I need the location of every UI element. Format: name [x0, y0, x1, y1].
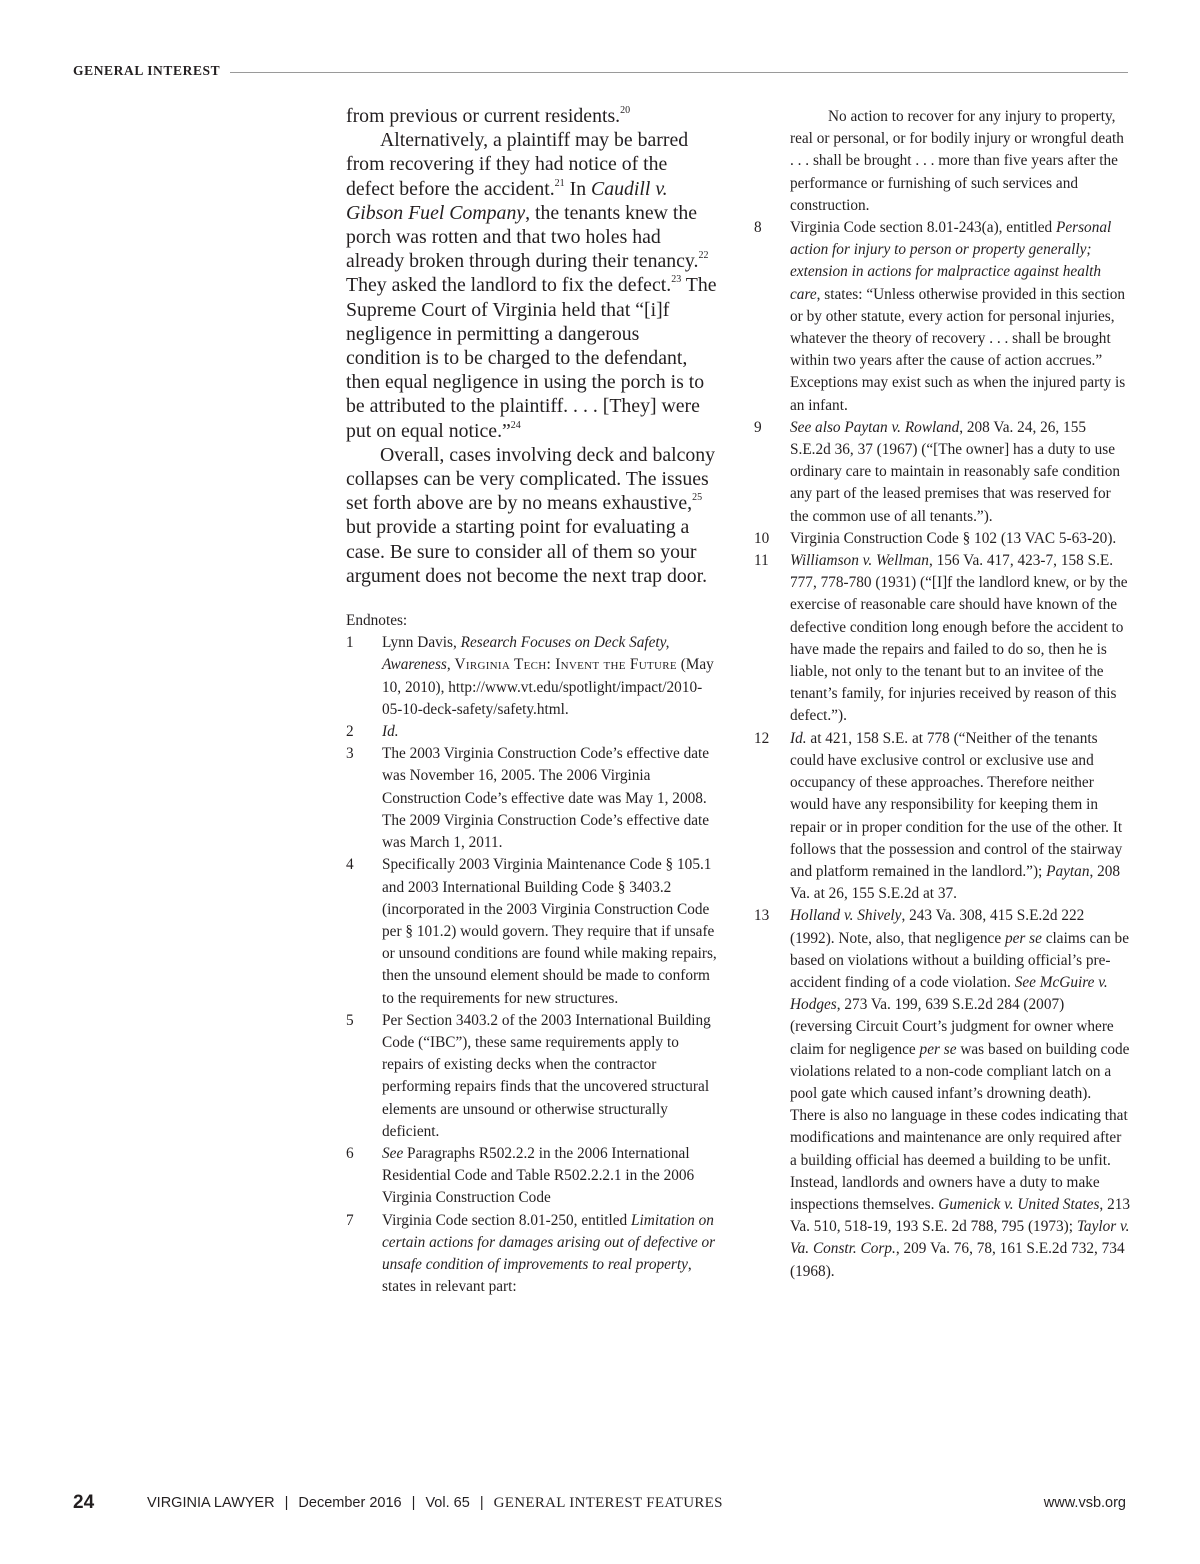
footnote-ref[interactable]: 20 — [620, 105, 631, 116]
footnote-ref[interactable]: 22 — [698, 250, 709, 262]
page-number: 24 — [73, 1492, 95, 1513]
case-name: Caudill v. Gibson Fuel Company — [346, 177, 668, 224]
endnotes-heading: Endnotes: — [346, 612, 408, 630]
endnotes-list-right — [754, 217, 1130, 1283]
endnote-8: 8 Virginia Code section 8.01-243(a), entitled Personal action for injury to person or property generally; extension in actions for malpractice against health care, states: “Unless otherwise provided in this section or by other statute, every action for personal injuries, whatever the theory of recovery . . . shall be brought within two years after the cause of action accrues.” Exceptions may exist such as when the injured party is an infant. — [754, 219, 1126, 414]
endnote-2: 2 Id. — [346, 723, 399, 741]
issue-date: December 2016 — [298, 1495, 402, 1511]
publication-name: VIRGINIA LAWYER — [147, 1495, 275, 1511]
endnotes-column-right — [754, 106, 1130, 1283]
separator: | — [411, 1495, 416, 1511]
main-article-column — [346, 104, 718, 1298]
header-rule — [230, 72, 1128, 73]
endnote-4: 4 Specifically 2003 Virginia Maintenance Code § 105.1 and 2003 International Building Code § 3403.2 (incorporated in the 2003 Virginia Construction Code per § 101.2) would govern. They require that if unsafe or unsound conditions are found while making repairs, then the unsound element should be made to conform to the requirements for new structures. — [346, 856, 717, 1007]
footer-section-label: GENERAL INTEREST FEATURES — [493, 1495, 723, 1511]
endnote-url[interactable]: (May 10, 2010), http://www.vt.edu/spotlight/impact/2010-05-10-deck-safety/safety.html. — [382, 656, 714, 718]
endnotes-list-left — [346, 632, 718, 1298]
endnote-5: 5 Per Section 3403.2 of the 2003 International Building Code (“IBC”), these same requirements apply to repairs of existing decks when the contractor performing repairs finds that the uncovered structural elements are unsound or otherwise structurally deficient. — [346, 1011, 711, 1140]
paragraph-1: from previous or current residents.$^{20}$ — [346, 105, 631, 127]
endnote-11: 11 Williamson v. Wellman, 156 Va. 417, 423-7, 158 S.E. 777, 778-780 (1931) (“[I]f the landlord knew, or by the exercise of reasonable care should have known of the defective condition long enough before the accident to have made the repairs and failed to do so, then he is liable, not only to the tenant but to an invitee of the tenant’s family, for injuries received by reason of this defect.”). — [754, 552, 1128, 725]
footnote-ref[interactable]: 23 — [671, 274, 682, 286]
endnote-3: 3 The 2003 Virginia Construction Code’s effective date was November 16, 2005. The 2006 Virginia Construction Code’s effective date was May 1, 2008. The 2009 Virginia Construction Code’s effective date was March 1, 2011. — [346, 745, 710, 852]
footnote-ref[interactable]: 25 — [692, 492, 703, 504]
endnote-9: 9 See also Paytan v. Rowland, 208 Va. 24, 26, 155 S.E.2d 36, 37 (1967) (“[The owner] has a duty to use ordinary care to maintain in reasonably safe condition any part of the leased premises that was reserved for the common use of all tenants.”). — [754, 418, 1121, 525]
endnote-7-block-quote: No action to recover for any injury to property, real or personal, or for bodily injury or wrongful death . . . shall be brought . . . more than five years after the performance or furnishing of such services and construction. — [790, 108, 1124, 214]
endnote-10: 10 Virginia Construction Code § 102 (13 VAC 5-63-20). — [754, 529, 1117, 547]
paragraph-3: Overall, cases involving deck and balcony collapses can be very complicated. The issues set forth above are by no means exhaustive,$^{25}$ but provide a starting point for evaluating a case. Be sure to consider all of them so your argument does not become the next trap door. — [346, 443, 716, 587]
endnote-1: 1 Lynn Davis, Research Focuses on Deck Safety, Awareness, Virginia Tech: Invent the Future (May 10, 2010), http://www.vt.edu/spotlight/impact/2010-05-10-deck-safety/safety.html. — [346, 634, 714, 718]
website-link[interactable]: www.vsb.org — [1043, 1495, 1126, 1511]
endnote-7: 7 Virginia Code section 8.01-250, entitled Limitation on certain actions for damages arising out of defective or unsafe condition of improvements to real property, states in relevant part: — [346, 1211, 716, 1296]
footnote-ref[interactable]: 21 — [554, 177, 565, 189]
separator: | — [284, 1495, 289, 1511]
footnote-ref[interactable]: 24 — [510, 419, 521, 431]
running-header — [73, 60, 1128, 82]
paragraph-2: Alternatively, a plaintiff may be barred from recovering if they had notice of the defect before the accident.$^{21}$ In Caudill v. Gibson Fuel Company, the tenants knew the porch was rotten and that two holes had already broken through during their tenancy.$^{22}$ They asked the landlord to fix the defect.$^{23}$ The Supreme Court of Virginia held that “[i]f negligence in permitting a dangerous condition is to be charged to the defendant, then equal negligence in using the porch is to be attributed to the plaintiff. . . . [They] were put on equal notice.”$^{24}$ — [346, 129, 717, 442]
endnote-12: 12 Id. at 421, 158 S.E. at 778 (“Neither of the tenants could have exclusive control or exclusive use and occupancy of these approaches. Therefore neither would have any responsibility for keeping them in repair or in proper condition for the use of the other. It follows that the possession and control of the stairway and platform remained in the landlord.”); Paytan, 208 Va. at 26, 155 S.E.2d at 37. — [754, 729, 1123, 903]
endnote-6: 6 See Paragraphs R502.2.2 in the 2006 International Residential Code and Table R502.2.2.1 in the 2006 Virginia Construction Code — [346, 1144, 695, 1207]
page-footer — [73, 1492, 1128, 1520]
separator: | — [479, 1495, 484, 1511]
section-label: GENERAL INTEREST — [73, 63, 221, 78]
publication-line — [147, 1495, 723, 1512]
volume: Vol. 65 — [425, 1495, 470, 1511]
endnote-13: 13 Holland v. Shively, 243 Va. 308, 415 S.E.2d 222 (1992). Note, also, that negligence per se claims can be based on violations without a building official’s pre-accident finding of a code violation. See McGuire v. Hodges, 273 Va. 199, 639 S.E.2d 284 (2007) (reversing Circuit Court’s judgment for owner where claim for negligence per se was based on building code violations related to a non-code compliant latch on a pool gate which caused infant’s drowning death). There is also no language in these codes indicating that modifications and maintenance are only required after a building official has deemed a building to be unfit. Instead, landlords and owners have a duty to make inspections themselves. Gumenick v. United States, 213 Va. 510, 518-19, 193 S.E. 2d 788, 795 (1973); Taylor v. Va. Constr. Corp., 209 Va. 76, 78, 161 S.E.2d 732, 734 (1968). — [754, 907, 1131, 1280]
